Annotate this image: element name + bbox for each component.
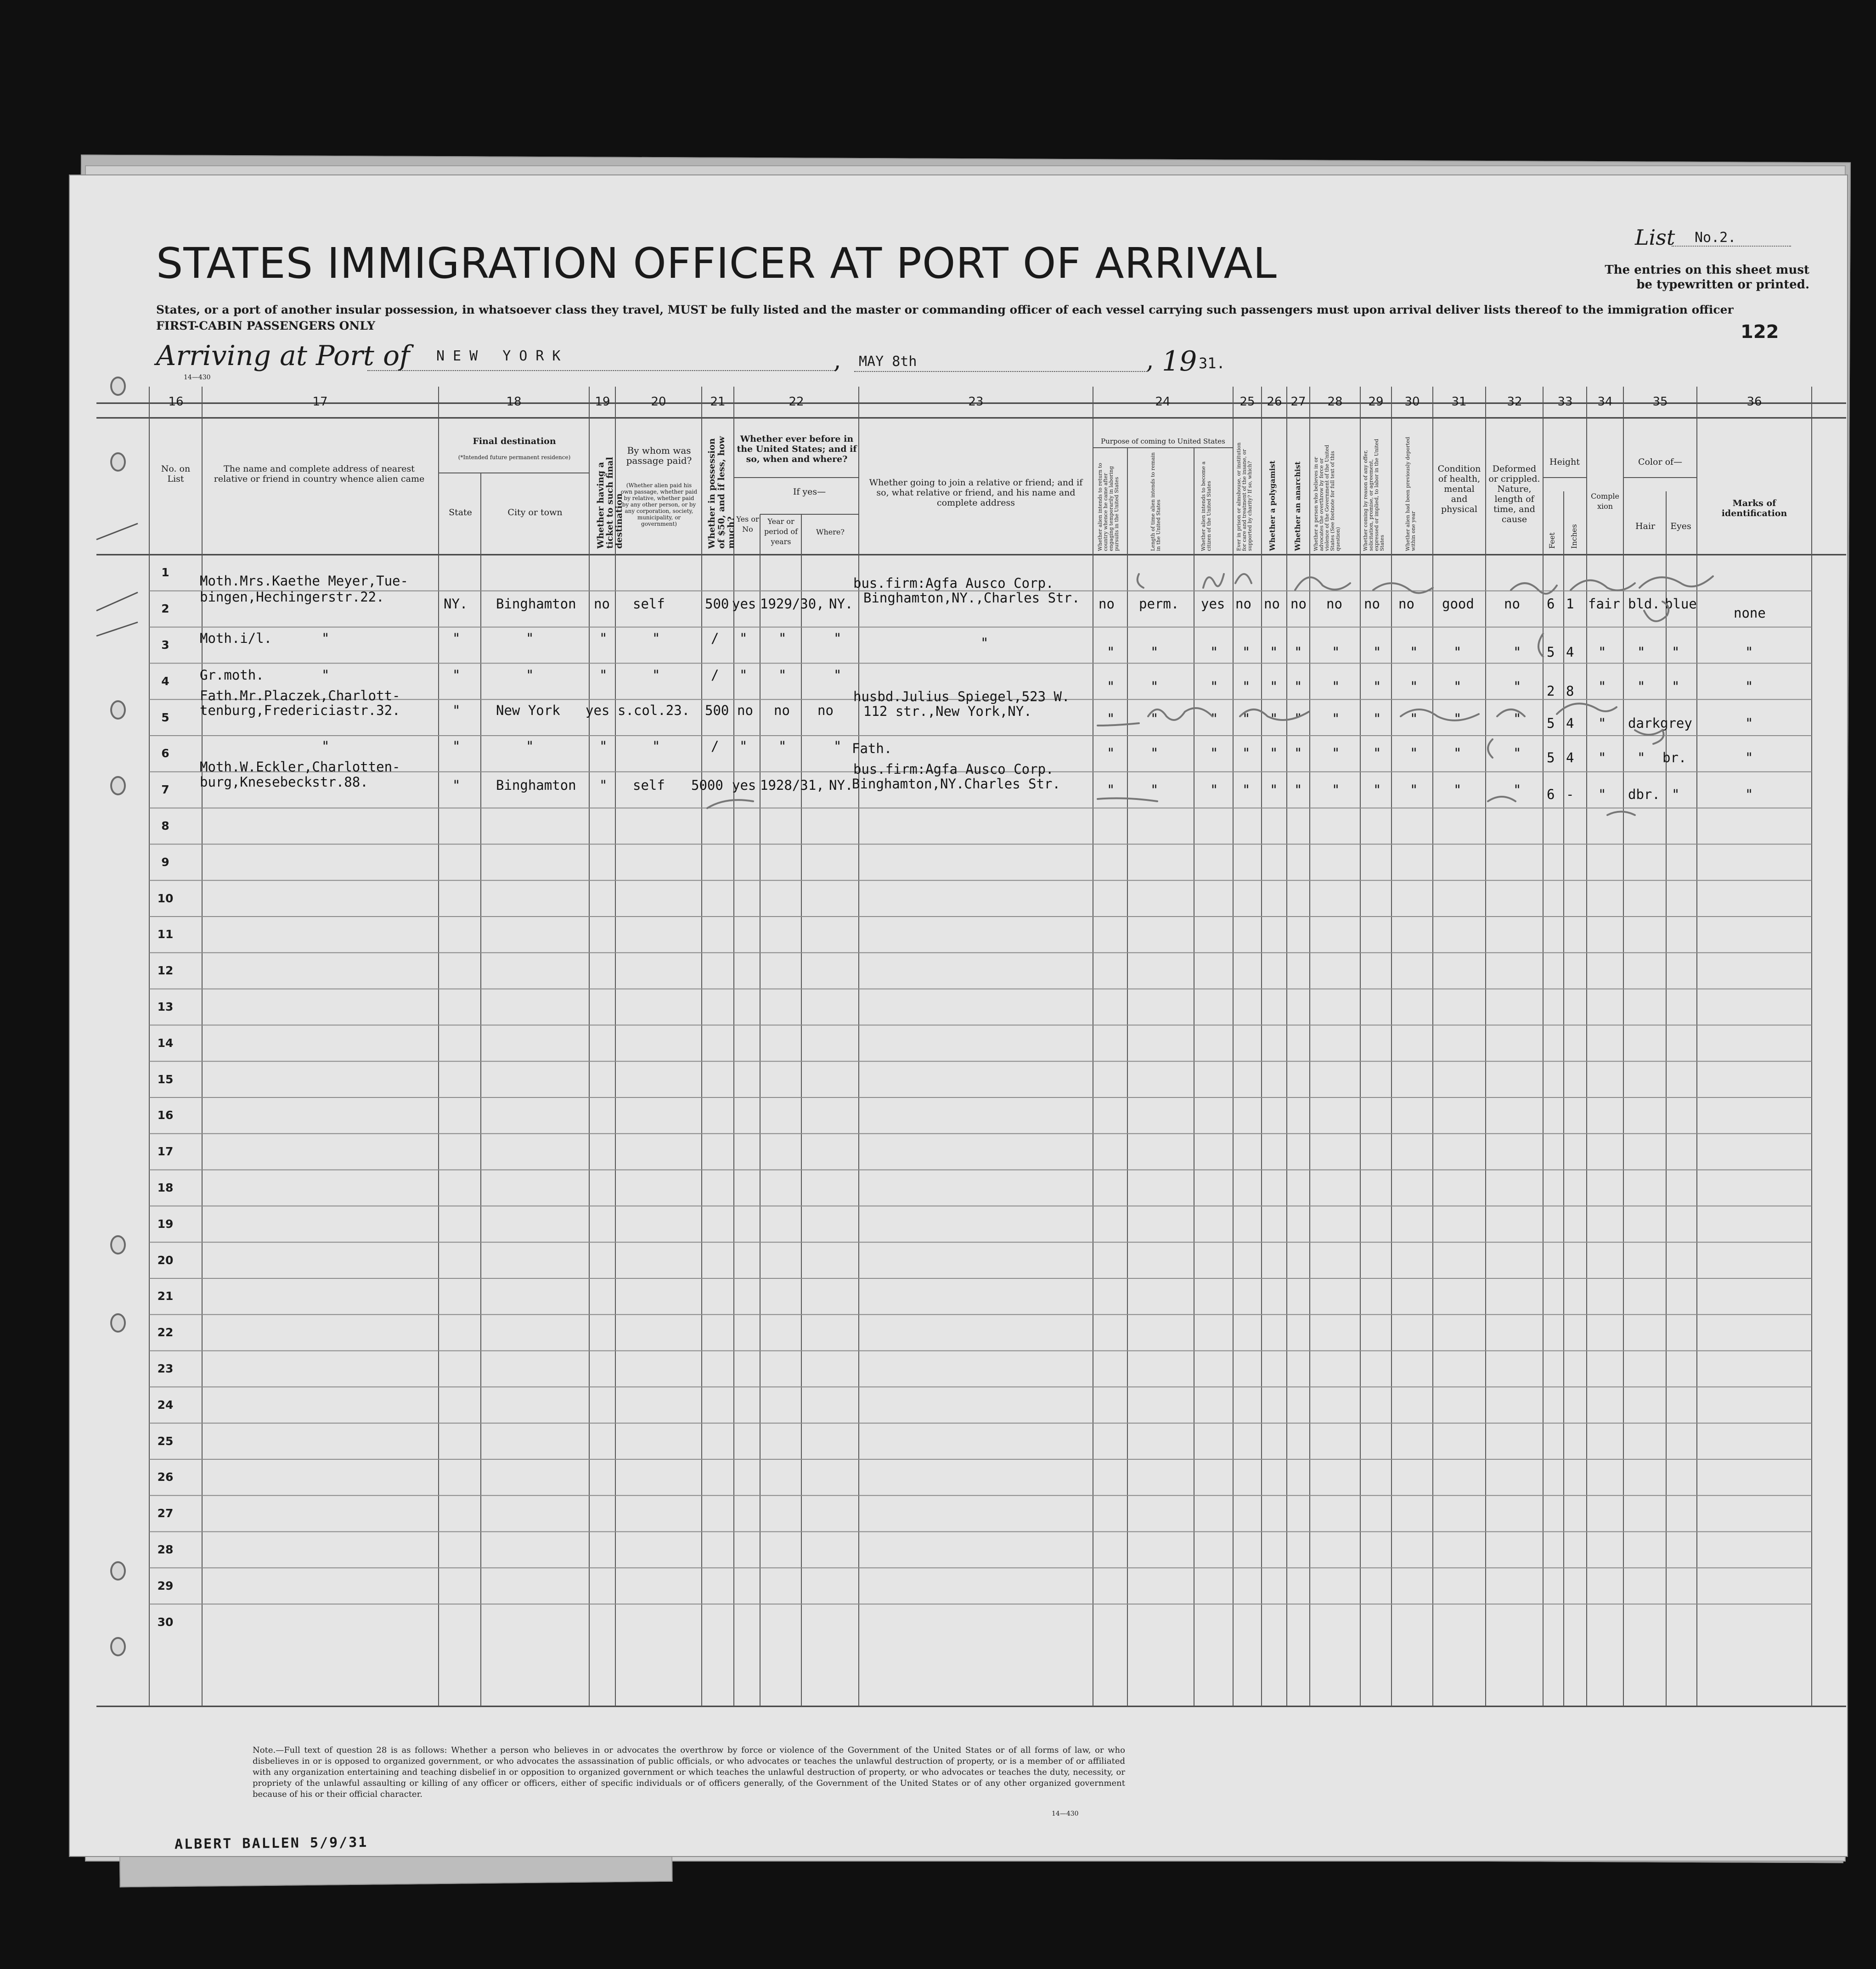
ditto: "	[1637, 679, 1645, 694]
ditto: "	[526, 630, 534, 646]
before-where: NY.	[829, 777, 853, 793]
header-final-destination: Final destination	[473, 436, 556, 446]
citizen-intent: yes	[1201, 596, 1225, 612]
ditto: "	[1410, 644, 1418, 660]
form-number: 14—430	[184, 374, 211, 381]
height-inches: 1	[1566, 596, 1574, 612]
row-number: 14	[157, 1036, 174, 1050]
overthrow: no	[1326, 596, 1342, 612]
eye-color: grey	[1660, 715, 1692, 731]
money: 5000	[691, 777, 723, 793]
row-number: 8	[161, 819, 169, 833]
dest-city: Binghamton	[496, 596, 576, 612]
header-health: Condition of health, mental and physical	[1437, 464, 1481, 514]
money: 500	[705, 703, 729, 718]
header-deported: Whether alien had been previously deported within one year	[1405, 437, 1416, 551]
polygamist: no	[1264, 596, 1280, 612]
ditto: "	[1270, 711, 1278, 726]
ditto: "	[739, 630, 748, 646]
ditto: "	[1513, 679, 1521, 694]
row-number: 3	[161, 638, 169, 652]
before-where: NY.	[829, 596, 853, 612]
ditto: "	[1332, 679, 1340, 694]
comma-separator: ,	[1146, 347, 1154, 374]
row-number: 19	[157, 1217, 174, 1231]
row-number: 20	[157, 1254, 174, 1267]
height-feet: 5	[1547, 644, 1555, 660]
ditto: "	[599, 630, 608, 646]
ditto: "	[452, 667, 461, 683]
join-relative: husbd.Julius Spiegel,523 W.	[853, 689, 1070, 704]
ditto: "	[599, 777, 608, 793]
ditto: "	[739, 667, 748, 683]
ditto: "	[599, 667, 608, 683]
ditto: "	[1242, 745, 1251, 761]
header-return: Whether alien intends to return to country whence he came after engaging temporarily in laboring pursuits in the United States	[1097, 463, 1120, 551]
row-number: 11	[157, 928, 174, 941]
col-number: 36	[1746, 395, 1762, 409]
row-number: 28	[157, 1543, 174, 1556]
ditto: "	[1294, 745, 1302, 761]
ditto: "	[1107, 782, 1115, 798]
ditto: "	[1637, 750, 1645, 765]
ditto: "	[1150, 782, 1159, 798]
header-inches: Inches	[1570, 524, 1578, 549]
paid-by: self	[633, 596, 665, 612]
ditto: "	[1210, 679, 1218, 694]
row-number: 6	[161, 747, 169, 760]
header-polygamist: Whether a polygamist	[1268, 460, 1277, 551]
col-number: 25	[1239, 395, 1255, 409]
row-number: 7	[161, 783, 169, 796]
stay-length: perm.	[1139, 596, 1179, 612]
ditto: "	[1373, 679, 1381, 694]
ditto: "	[1513, 644, 1521, 660]
hair-color: dark	[1628, 715, 1660, 731]
row-number: 21	[157, 1289, 174, 1303]
ditto: "	[1373, 782, 1381, 798]
height-inches: 8	[1566, 683, 1574, 699]
ditto: "	[1453, 679, 1462, 694]
anarchist: no	[1290, 596, 1307, 612]
header-passage-paid: By whom was passage paid?	[626, 445, 692, 466]
header-yes-no: Yes or No	[736, 515, 759, 534]
col-number: 20	[651, 395, 666, 409]
col-number: 27	[1290, 395, 1306, 409]
before-us: yes	[732, 596, 756, 612]
money: /	[711, 630, 719, 646]
ditto: "	[778, 738, 787, 754]
footnote-form-number: 14—430	[1052, 1810, 1079, 1817]
col-number: 28	[1327, 395, 1343, 409]
col-number: 34	[1597, 395, 1613, 409]
marks: none	[1734, 605, 1766, 621]
header-labor-offer: Whether coming by reason of any offer, solicitation, promise, or agreement, expressed or implied, to labor in the United States	[1363, 439, 1385, 551]
labor-offer: no	[1364, 596, 1380, 612]
relative-address: "	[321, 738, 330, 754]
complexion: fair	[1588, 596, 1620, 612]
header-where: Where?	[816, 528, 845, 536]
ditto: "	[1242, 679, 1251, 694]
header-city: City or town	[507, 507, 563, 518]
ditto: "	[1332, 782, 1340, 798]
year-suffix: 31.	[1199, 354, 1225, 372]
col-number: 35	[1652, 395, 1668, 409]
ditto: "	[1150, 644, 1159, 660]
ditto: "	[452, 738, 461, 754]
ditto: "	[526, 667, 534, 683]
row-number: 10	[157, 892, 174, 905]
ditto: "	[1210, 782, 1218, 798]
ditto: "	[739, 738, 748, 754]
join-relative: Binghamton,NY.Charles Str.	[852, 776, 1060, 792]
ditto: "	[1294, 711, 1302, 726]
money: 500	[705, 596, 729, 612]
header-relative: The name and complete address of nearest relative or friend in country whence alien came	[214, 464, 425, 484]
col-number: 22	[789, 395, 804, 409]
ditto: "	[1410, 679, 1418, 694]
header-join-relative: Whether going to join a relative or friend; and if so, what relative or friend, and his name and complete address	[869, 478, 1083, 508]
subtitle-instructions: States, or a port of another insular possession, in whatsoever class they travel, MUST be fully listed and the master or commanding officer of each vessel carrying such passengers must upon arrival deliver lists thereof to the immigration officer	[156, 303, 1734, 316]
ditto: "	[1410, 745, 1418, 761]
money: /	[711, 667, 719, 683]
ditto: "	[1672, 787, 1680, 802]
col-number: 31	[1451, 395, 1467, 409]
eye-color: blue	[1665, 596, 1697, 612]
height-feet: 5	[1547, 750, 1555, 765]
ditto: "	[1270, 679, 1278, 694]
ditto: "	[778, 667, 787, 683]
ditto: "	[1745, 787, 1753, 802]
header-years: Year or period of years	[764, 517, 798, 546]
year-prefix: 19	[1162, 345, 1197, 377]
header-ticket: Whether having a ticket to such final destination	[596, 457, 624, 549]
paid-by: s.col.23.	[618, 703, 690, 718]
dest-city: New York	[496, 703, 560, 718]
join-relative: bus.firm:Agfa Ausco Corp.	[853, 761, 1054, 777]
ditto: "	[1294, 782, 1302, 798]
ditto: "	[1107, 745, 1115, 761]
row-number: 16	[157, 1108, 174, 1122]
ditto: "	[452, 703, 461, 718]
ditto: "	[1453, 782, 1462, 798]
comma-separator: ,	[834, 347, 841, 374]
height-inches: 4	[1566, 750, 1574, 765]
row-number: 30	[157, 1615, 174, 1629]
row-number: 4	[161, 675, 169, 688]
date-field: MAY 8th	[854, 354, 1148, 372]
ditto: "	[1453, 745, 1462, 761]
row-number: 17	[157, 1145, 174, 1158]
ditto: "	[526, 738, 534, 754]
col-number: 33	[1557, 395, 1573, 409]
before-years: no	[774, 703, 790, 718]
dest-city: Binghamton	[496, 777, 576, 793]
ditto: "	[1513, 745, 1521, 761]
header-prison: Ever in prison or almshouse, or institution for care and treatment of the insane, or supported by charity? If so, which?	[1236, 442, 1253, 551]
inspector-stamp: ALBERT BALLEN 5/9/31	[174, 1834, 368, 1853]
ditto: "	[1107, 711, 1115, 726]
header-length: Length of time alien intends to remain in the United States	[1150, 452, 1161, 551]
header-no-on-list: No. on List	[161, 464, 191, 484]
ditto: "	[1242, 644, 1251, 660]
relative-address: Fath.Mr.Placzek,Charlott-	[200, 688, 400, 703]
ditto: "	[321, 667, 330, 683]
ditto: "	[1598, 787, 1606, 802]
before-years: 1929/30,	[760, 596, 824, 612]
ditto: "	[1210, 711, 1218, 726]
ditto: "	[1373, 644, 1381, 660]
before-where: no	[817, 703, 834, 718]
header-deformed: Deformed or crippled. Nature, length of time, and cause	[1488, 464, 1540, 524]
row-number: 27	[157, 1507, 174, 1520]
footnote: Note.—Full text of question 28 is as follows: Whether a person who believes in or advocates the overthrow by force or violence of the Government of the United States or of all forms of law, or who disbelieves in or is opposed to organized government, or who advocates the assassination of public officials, or who advocates or teaches the unlawful destruction of property, or is a member of or affiliated with any organization entertaining and teaching disbelief in or opposition to organized government or which teaches the unlawful destruction of property, or who advocates or teaches the duty, necessity, or propriety of the unlawful assaulting or killing of any officer or officers, either of specific individuals or of officers generally, of the Government of the United States or of any other organized government because of his or their official character.	[253, 1745, 1125, 1799]
ditto: "	[1745, 715, 1753, 731]
col-number: 18	[506, 395, 522, 409]
row-number: 13	[157, 1000, 174, 1013]
ditto: "	[1294, 679, 1302, 694]
col-number: 23	[968, 395, 984, 409]
header-feet: Feet	[1548, 532, 1556, 549]
ditto: "	[834, 630, 842, 646]
join-relative: Fath.	[852, 741, 892, 756]
ticket-value: no	[594, 596, 610, 612]
ticket-value: yes	[586, 703, 610, 718]
col-number: 30	[1404, 395, 1420, 409]
height-feet: 6	[1547, 596, 1555, 612]
ditto: "	[1672, 644, 1680, 660]
ditto: "	[1332, 745, 1340, 761]
ditto: "	[452, 630, 461, 646]
height-inches: 4	[1566, 715, 1574, 731]
ditto: "	[1513, 711, 1521, 726]
join-relative: Binghamton,NY.,Charles Str.	[863, 590, 1080, 606]
col-number: 26	[1267, 395, 1282, 409]
dest-state: NY.	[444, 596, 468, 612]
row-number: 5	[161, 711, 169, 724]
ditto: "	[778, 630, 787, 646]
ditto: "	[1270, 745, 1278, 761]
ditto: "	[834, 667, 842, 683]
deformed: no	[1504, 596, 1520, 612]
list-number-value: No.2.	[1695, 230, 1736, 246]
ditto: "	[1453, 711, 1462, 726]
relative-address: bingen,Hechingerstr.22.	[200, 589, 384, 605]
row-number: 2	[161, 602, 169, 615]
ditto: "	[1332, 644, 1340, 660]
ditto: "	[1598, 679, 1606, 694]
eye-color: br.	[1662, 750, 1687, 765]
row-number: 15	[157, 1073, 174, 1086]
before-years: 1928/31,	[760, 777, 824, 793]
ditto: "	[1598, 715, 1606, 731]
ditto: "	[452, 777, 461, 793]
ditto: "	[1270, 782, 1278, 798]
ditto: "	[1453, 644, 1462, 660]
before-us: yes	[732, 777, 756, 793]
join-relative: bus.firm:Agfa Ausco Corp.	[853, 575, 1054, 591]
row-number: 23	[157, 1362, 174, 1375]
hair-color: bld.	[1628, 596, 1660, 612]
ditto: "	[1150, 745, 1159, 761]
ditto: "	[1270, 644, 1278, 660]
ditto: "	[1150, 679, 1159, 694]
header-before-us: Whether ever before in the United States; and if so, when and where?	[737, 434, 857, 464]
col-number: 24	[1155, 395, 1171, 409]
header-if-yes: If yes—	[793, 487, 826, 497]
ditto: "	[1410, 711, 1418, 726]
ditto: "	[599, 738, 608, 754]
row-number: 29	[157, 1579, 174, 1592]
ditto: "	[1373, 711, 1381, 726]
ditto: "	[1107, 679, 1115, 694]
ditto: "	[652, 738, 660, 754]
paid-by: self	[633, 777, 665, 793]
ditto: "	[1242, 782, 1251, 798]
row-number: 26	[157, 1470, 174, 1484]
relative-address: tenburg,Fredericiastr.32.	[200, 703, 400, 718]
ditto: "	[1745, 679, 1753, 694]
header-passage-paid-note: (Whether alien paid his own passage, whether paid by relative, whether paid by any other person, or by any corporation, society, municipality, or government)	[620, 482, 698, 527]
ditto: "	[1513, 782, 1521, 798]
ditto: "	[1242, 711, 1251, 726]
ditto: "	[652, 667, 660, 683]
ditto: "	[834, 738, 842, 754]
col-number: 17	[312, 395, 328, 409]
ditto: "	[980, 635, 989, 651]
hair-color: dbr.	[1628, 787, 1660, 802]
before-us: no	[737, 703, 753, 718]
header-state: State	[449, 507, 472, 518]
relative-address: Moth.i/l.	[200, 630, 272, 646]
port-field: NEW YORK	[367, 348, 836, 371]
header-color-of: Color of—	[1638, 457, 1683, 467]
height-inches: -	[1566, 787, 1574, 802]
row-number: 18	[157, 1181, 174, 1194]
ditto: "	[1745, 644, 1753, 660]
ditto: "	[321, 630, 330, 646]
height-inches: 4	[1566, 644, 1574, 660]
row-number: 9	[161, 855, 169, 869]
ditto: "	[1672, 679, 1680, 694]
list-label: List	[1635, 225, 1675, 250]
relative-address: Gr.moth.	[200, 667, 264, 683]
relative-address: Moth.Mrs.Kaethe Meyer,Tue-	[200, 573, 408, 589]
relative-address: Moth.W.Eckler,Charlotten-	[200, 759, 400, 775]
row-number: 24	[157, 1398, 174, 1412]
entries-note: The entries on this sheet must be typewritten or printed.	[1605, 263, 1809, 292]
subtitle-class: FIRST-CABIN PASSENGERS ONLY	[156, 319, 376, 332]
health: good	[1442, 596, 1474, 612]
row-number: 1	[161, 566, 169, 579]
ditto: "	[1410, 782, 1418, 798]
row-number: 25	[157, 1435, 174, 1448]
deported: no	[1398, 596, 1414, 612]
ditto: "	[1107, 644, 1115, 660]
header-hair: Hair	[1635, 521, 1656, 531]
prison: no	[1235, 596, 1251, 612]
col-number: 32	[1507, 395, 1522, 409]
header-final-destination-note: (*Intended future permanent residence)	[458, 454, 571, 461]
ditto: "	[652, 630, 660, 646]
page-title: STATES IMMIGRATION OFFICER AT PORT OF ARRIVAL	[156, 239, 1277, 288]
ditto: "	[1210, 644, 1218, 660]
row-number: 12	[157, 964, 174, 977]
height-feet: 5	[1547, 715, 1555, 731]
row-number: 22	[157, 1326, 174, 1339]
height-feet: 6	[1547, 787, 1555, 802]
header-money: Whether in possession of $50, and if less, how much?	[707, 436, 736, 549]
ditto: "	[1598, 644, 1606, 660]
ditto: "	[1210, 745, 1218, 761]
col-number: 29	[1368, 395, 1384, 409]
relative-address: burg,Knesebeckstr.88.	[200, 774, 368, 790]
header-eyes: Eyes	[1670, 521, 1691, 531]
header-purpose: Purpose of coming to United States	[1101, 437, 1225, 445]
col-number: 19	[595, 395, 610, 409]
header-height: Height	[1549, 457, 1580, 467]
height-feet: 2	[1547, 683, 1555, 699]
ditto: "	[1745, 750, 1753, 765]
arriving-label: Arriving at Port of	[156, 340, 410, 372]
ditto: "	[1294, 644, 1302, 660]
ditto: "	[1637, 644, 1645, 660]
return-intent: no	[1099, 596, 1115, 612]
ditto: "	[1598, 750, 1606, 765]
header-citizen: Whether alien intends to become a citizen of the United States	[1200, 461, 1212, 551]
header-overthrow: Whether a person who believes in or advocates the overthrow by force or violence of the Government of the United States (See footnote for full text of this question)	[1313, 444, 1341, 551]
col-number: 16	[168, 395, 184, 409]
header-anarchist: Whether an anarchist	[1293, 461, 1302, 551]
ditto: "	[1332, 711, 1340, 726]
money: /	[711, 738, 719, 754]
header-marks: Marks of identification	[1721, 498, 1787, 518]
header-complexion: Complexion	[1591, 492, 1619, 511]
join-relative: 112 str.,New York,NY.	[863, 703, 1032, 719]
ditto: "	[1373, 745, 1381, 761]
col-number: 21	[710, 395, 726, 409]
ditto: "	[1150, 711, 1159, 726]
page-number: 122	[1741, 321, 1779, 343]
